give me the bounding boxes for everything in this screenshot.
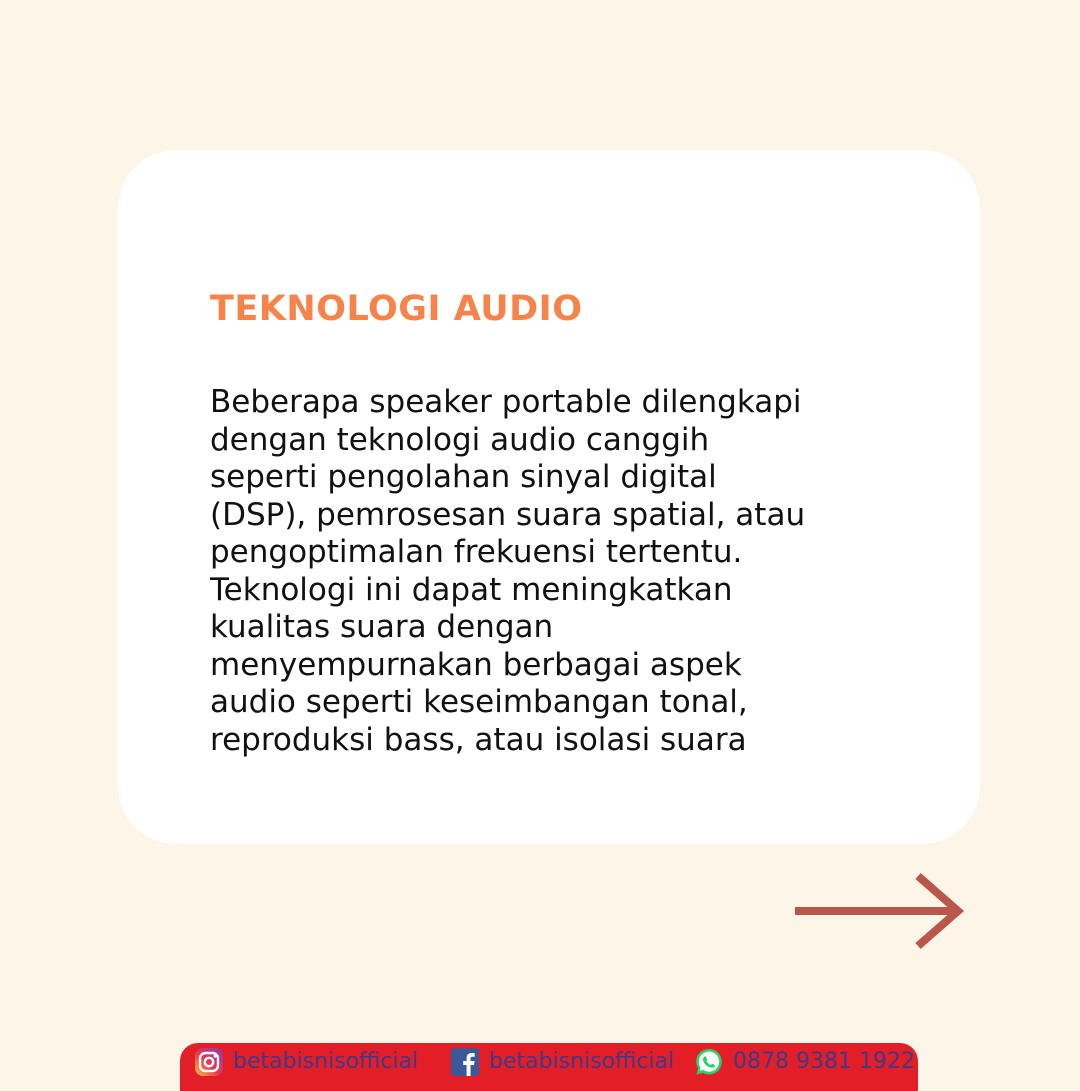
next-slide-button[interactable]	[790, 868, 970, 954]
instagram-icon	[194, 1047, 224, 1077]
arrow-right-icon	[790, 868, 970, 954]
body-line: reproduksi bass, atau isolasi suara	[210, 721, 747, 758]
facebook-icon	[450, 1047, 480, 1077]
whatsapp-link[interactable]	[694, 1046, 915, 1078]
body-line: pengoptimalan frekuensi tertentu.	[210, 534, 743, 570]
card-title: TEKNOLOGI AUDIO	[210, 289, 583, 329]
body-line: seperti pengolahan sinyal digital	[210, 459, 717, 495]
body-line: (DSP), pemrosesan suara spatial, atau	[210, 496, 806, 533]
body-line: kualitas suara dengan	[210, 609, 554, 645]
instagram-link[interactable]	[194, 1046, 418, 1078]
body-line: Beberapa speaker portable dilengkapi	[210, 384, 802, 420]
facebook-handle: betabisnisofficial	[489, 1049, 675, 1074]
card-body-text	[210, 384, 910, 759]
body-line: audio seperti keseimbangan tonal,	[210, 684, 748, 720]
instagram-handle: betabisnisofficial	[233, 1049, 419, 1074]
whatsapp-number: 0878 9381 1922	[733, 1049, 915, 1074]
body-line: dengan teknologi audio canggih	[210, 421, 710, 458]
whatsapp-icon	[694, 1047, 724, 1077]
body-line: Teknologi ini dapat meningkatkan	[210, 571, 733, 608]
body-line: menyempurnakan berbagai aspek	[210, 646, 742, 683]
facebook-link[interactable]	[450, 1046, 674, 1078]
